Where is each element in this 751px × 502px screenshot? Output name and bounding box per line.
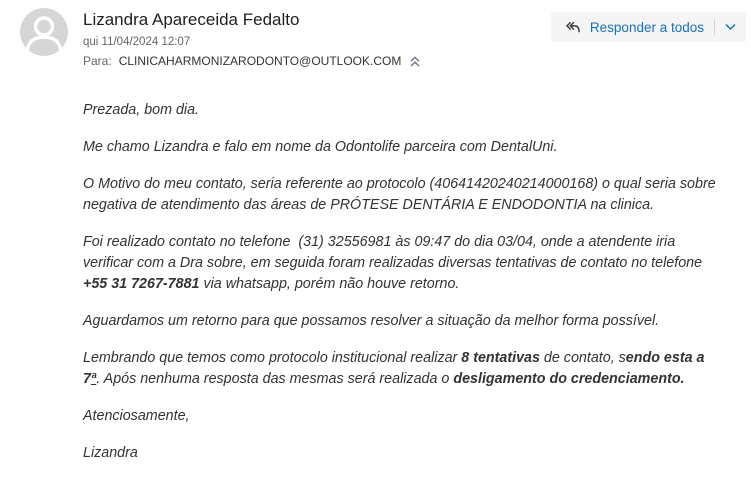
text-segment: 8 tentativas <box>461 350 540 366</box>
text-segment: desligamento do credenciamento. <box>453 371 685 387</box>
email-body <box>83 100 723 480</box>
text-segment: Lembrando que temos como protocolo institucional realizar <box>83 350 462 366</box>
reply-all-icon <box>563 18 582 37</box>
to-label: Para: <box>83 54 112 68</box>
message-meta <box>83 9 421 69</box>
email-paragraph <box>83 137 723 158</box>
text-segment: O Motivo do meu contato, seria referente ao protocolo (40641420240214000168) o qual seria sobre negativa de atendimento das áreas de PRÓTESE DENTÁRIA E ENDODONTIA na clinica. <box>83 176 720 213</box>
email-paragraph <box>83 348 723 390</box>
chevron-down-icon[interactable] <box>725 23 736 31</box>
email-paragraph <box>83 232 723 295</box>
text-segment: Prezada, bom dia. <box>83 102 200 118</box>
button-divider <box>714 19 715 35</box>
message-timestamp: qui 11/04/2024 12:07 <box>83 36 191 48</box>
text-segment: de contato, s <box>539 350 626 366</box>
email-header <box>0 0 751 88</box>
reply-all-label: Responder a todos <box>589 19 704 35</box>
text-segment: via whatsapp, porém não houve retorno. <box>199 276 460 292</box>
text-segment: Atenciosamente, <box>83 408 190 424</box>
person-icon <box>20 8 68 56</box>
recipient-row <box>83 54 421 69</box>
email-paragraph <box>83 311 723 332</box>
text-segment: endo esta a 7 <box>83 350 709 387</box>
sender-name[interactable]: Lizandra Apareceida Fedalto <box>83 10 300 29</box>
text-segment: +55 31 7267-7881 <box>83 276 200 292</box>
collapse-header-icon[interactable] <box>409 55 421 68</box>
email-paragraph <box>83 443 723 464</box>
email-paragraph <box>83 100 723 121</box>
text-segment: Aguardamos um retorno para que possamos resolver a situação da melhor forma possível. <box>83 313 660 329</box>
recipient-email[interactable]: CLINICAHARMONIZARODONTO@OUTLOOK.COM <box>118 54 402 68</box>
email-paragraph <box>83 406 723 427</box>
reply-all-button[interactable] <box>551 12 746 42</box>
avatar[interactable] <box>20 8 68 56</box>
text-segment: Foi realizado contato no telefone (31) 32556981 às 09:47 do dia 03/04, onde a atendente iria verificar com a Dra sobre, em seguida foram realizadas diversas tentativas de contato no telefone <box>83 234 707 271</box>
text-segment: ª <box>90 371 97 387</box>
email-paragraph <box>83 174 723 216</box>
text-segment: . Após nenhuma resposta das mesmas será realizada o <box>96 371 454 387</box>
text-segment: Lizandra <box>83 445 138 461</box>
text-segment: Me chamo Lizandra e falo em nome da Odontolife parceira com DentalUni. <box>83 139 558 155</box>
